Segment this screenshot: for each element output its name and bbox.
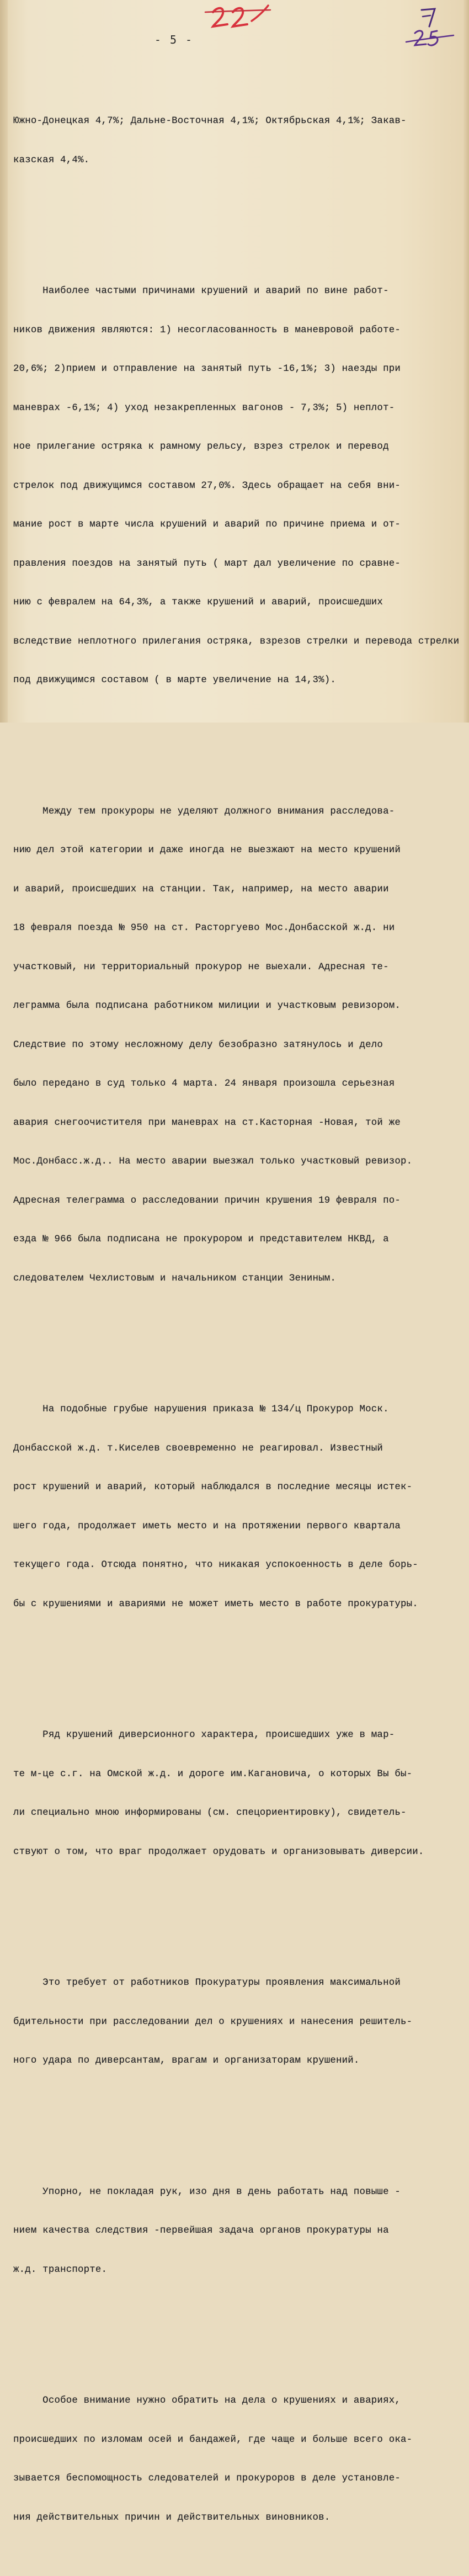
text-line: было передано в суд только 4 марта. 24 января произошла серьезная xyxy=(13,1079,395,1089)
page-number: - 5 - xyxy=(154,33,194,46)
text-line: зывается беспомощность следователей и прокуроров в деле установле- xyxy=(13,2473,401,2484)
text-line: Наиболее частыми причинами крушений и аварий по вине работ- xyxy=(13,286,389,296)
text-line: Мос.Донбасс.ж.д.. На место аварии выезжал только участковый ревизор. xyxy=(13,1156,413,1167)
text-line: Следствие по этому несложному делу безобразно затянулось и дело xyxy=(13,1039,383,1050)
text-line: авария снегоочистителя при маневрах на ст.Касторная -Новая, той же xyxy=(13,1117,401,1128)
paragraph-4 xyxy=(13,1377,455,1637)
handwritten-stamp-number xyxy=(205,2,271,30)
text-line: нием качества следствия -первейшая задача органов прокуратуры на xyxy=(13,2226,389,2236)
paragraph-5 xyxy=(13,1703,455,1884)
text-line: нию с февралем на 64,3%, а также крушений и аварий, происшедших xyxy=(13,597,383,608)
paragraph-7 xyxy=(13,2160,455,2303)
document-body xyxy=(13,63,460,2576)
text-line: те м-це с.г. на Омской ж.д. и дороге им.Кагановича, о которых Вы бы- xyxy=(13,1768,413,1780)
text-line: мание рост в марте числа крушений и аварий по причине приема и от- xyxy=(13,519,401,530)
text-line: ников движения являются: 1) несогласованность в маневровой работе- xyxy=(13,325,401,336)
text-line: шего года, продолжает иметь место и на протяжении первого квартала xyxy=(13,1521,401,1532)
text-line: езда № 966 была подписана не прокурором и представителем НКВД, а xyxy=(13,1234,389,1245)
text-line: Между тем прокуроры не уделяют должного внимания расследова- xyxy=(13,806,395,817)
text-line: вследствие неплотного прилегания остряка, взрезов стрелки и перевода стрелки xyxy=(13,636,460,647)
text-line: ли специально мною информированы (см. спецориентировку), свидетель- xyxy=(13,1808,407,1818)
paragraph-3 xyxy=(13,779,455,1311)
page-right-edge xyxy=(463,0,469,723)
text-line: под движущимся составом ( в марте увеличение на 14,3%). xyxy=(13,675,336,686)
text-line: бы с крушениями и авариями не может иметь место в работе прокуратуры. xyxy=(13,1598,418,1610)
archive-folio-number xyxy=(403,3,458,53)
text-line: маневрах -6,1%; 4) уход незакрепленных вагонов - 7,3%; 5) неплот- xyxy=(13,402,395,413)
text-line: Это требует от работников Прокуратуры проявления максимальной xyxy=(13,1978,401,1988)
text-line: ного удара по диверсантам, врагам и организаторам крушений. xyxy=(13,2056,360,2066)
text-line: рост крушений и аварий, который наблюдался в последние месяцы истек- xyxy=(13,1482,413,1493)
text-line: происшедших по изломам осей и бандажей, где чаще и больше всего ока- xyxy=(13,2434,413,2445)
text-line: следователем Чехлистовым и начальником станции Зениным. xyxy=(13,1273,336,1284)
paragraph-8 xyxy=(13,2368,455,2550)
text-line: стрелок под движущимся составом 27,0%. Здесь обращает на себя вни- xyxy=(13,480,401,491)
text-line: Адресная телеграмма о расследовании причин крушения 19 февраля по- xyxy=(13,1195,401,1206)
text-line: 20,6%; 2)прием и отправление на занятый путь -16,1%; 3) наезды при xyxy=(13,364,401,374)
text-line: ния действительных причин и действительных виновников. xyxy=(13,2512,331,2523)
text-line: казская 4,4%. xyxy=(13,155,90,166)
paragraph-6 xyxy=(13,1951,455,2094)
text-line: текущего года. Отсюда понятно, что никакая успокоенность в деле борь- xyxy=(13,1560,418,1570)
text-line: Особое внимание нужно обратить на дела о крушениях и авариях, xyxy=(13,2396,401,2406)
text-line: и аварий, происшедших на станции. Так, например, на место аварии xyxy=(13,884,389,895)
paragraph-1 xyxy=(13,89,455,193)
text-line: леграмма была подписана работником милиции и участковым ревизором. xyxy=(13,1001,401,1011)
text-line: На подобные грубые нарушения приказа № 134/ц Прокурор Моск. xyxy=(13,1404,389,1415)
text-line: бдительности при расследовании дел о крушениях и нанесения решитель- xyxy=(13,2016,413,2027)
text-line: нию дел этой категории и даже иногда не выезжают на место крушений xyxy=(13,845,401,856)
text-line: ное прилегание остряка к рамному рельсу, взрез стрелок и перевод xyxy=(13,442,389,452)
text-line: Донбасской ж.д. т.Киселев своевременно не реагировал. Известный xyxy=(13,1443,383,1454)
text-line: правления поездов на занятый путь ( март дал увеличение по сравне- xyxy=(13,558,401,569)
text-line: 18 февраля поезда № 950 на ст. Расторгуево Мос.Донбасской ж.д. ни xyxy=(13,923,395,933)
paragraph-2 xyxy=(13,259,460,713)
text-line: Южно-Донецкая 4,7%; Дальне-Восточная 4,1%; Октябрьская 4,1%; Закав- xyxy=(13,116,407,126)
page-left-edge xyxy=(0,0,8,723)
text-line: участковый, ни территориальный прокурор не выехали. Адресная те- xyxy=(13,962,389,973)
text-line: ствуют о том, что враг продолжает орудовать и организовывать диверсии. xyxy=(13,1846,424,1857)
text-line: Упорно, не покладая рук, изо дня в день работать над повыше - xyxy=(13,2186,401,2197)
text-line: Ряд крушений диверсионного характера, происшедших уже в мар- xyxy=(13,1730,395,1740)
text-line: ж.д. транспорте. xyxy=(13,2264,108,2275)
